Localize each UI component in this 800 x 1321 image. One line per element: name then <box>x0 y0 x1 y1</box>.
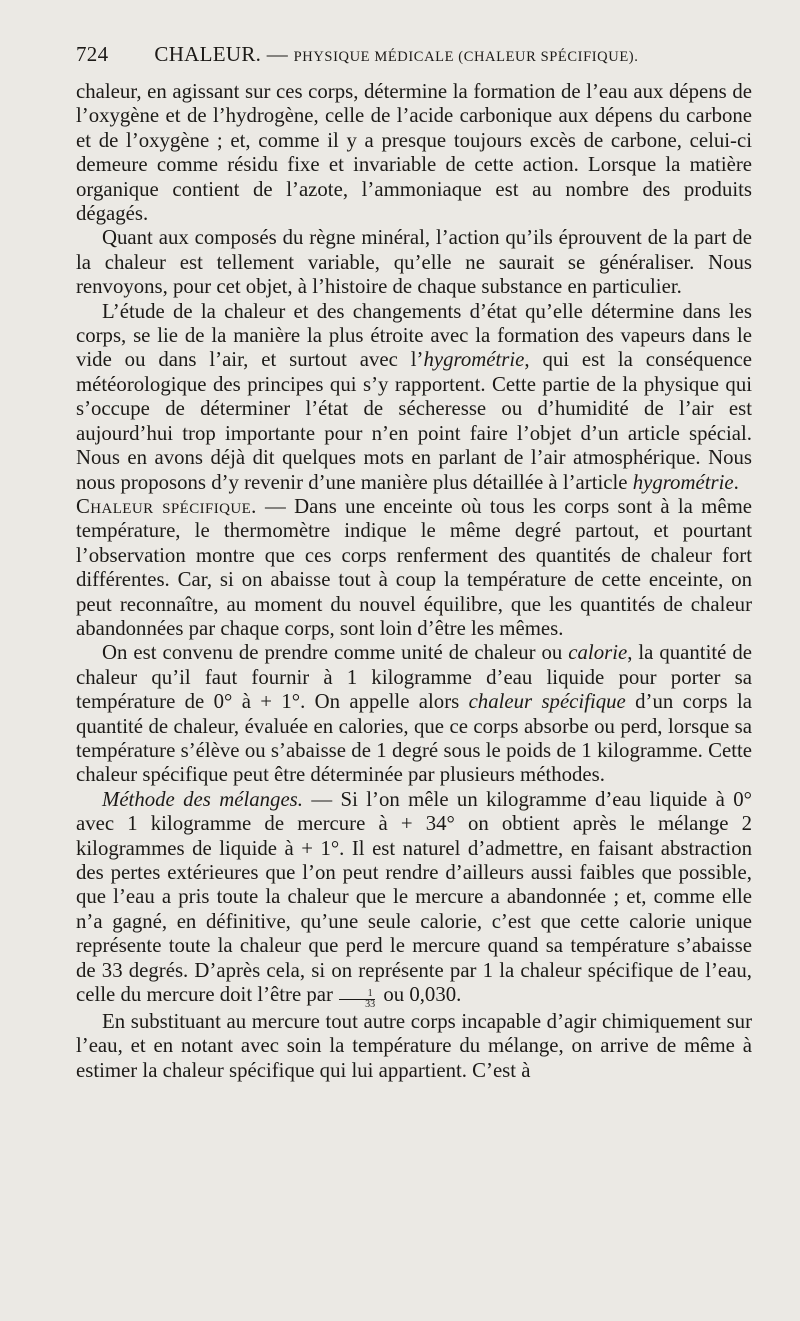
paragraph-3-text-b: , qui est la conséquence météorologique des principes qui s’y rapportent. Cette partie de la physique qui s’occupe de déterminer l’état de sécheresse ou d’humidité de l’air est aujourd’hui trop importante pour n’en point faire l’objet d’un article spécial. Nous en avons déjà dit quelques mots en parlant de l’air atmosphérique. Nous nous proposons d’y revenir d’une manière plus détaillée à l’article <box>76 348 753 494</box>
section-heading-chaleur-specifique: Chaleur spécifique. <box>76 494 257 518</box>
paragraph-4-text: — Dans une enceinte où tous les corps sont à la même température, le thermomètre indique le même degré partout, et pourtant l’observation montre que ces corps renferment des quantités de chaleur fort différentes. Car, si on abaisse tout à coup la température de cette enceinte, on peut reconnaître, au moment du nouvel équilibre, que les quantités de chaleur abandonnées par chaque corps, sont loin d’être les mêmes. <box>76 494 752 640</box>
body-text <box>76 80 752 1083</box>
paragraph-6-text-b: ou 0,030. <box>378 983 462 1007</box>
running-subtitle: PHYSIQUE MÉDICALE (CHALEUR SPÉCIFIQUE). <box>293 49 639 65</box>
paragraph-3 <box>76 300 752 495</box>
chaleur-specifique-term: chaleur spécifique <box>468 690 626 714</box>
paragraph-6-text-a: — Si l’on mêle un kilogramme d’eau liquide à 0° avec 1 kilogramme de mercure à + 34° on obtient après le mélange 2 kilogrammes de liquide à + 1°. Il est naturel d’admettre, en faisant abstraction des pertes extérieures que l’on peut rendre d’ailleurs aussi faibles que possible, que l’eau a pris toute la chaleur que le mercure a abandonnée ; et, comme elle n’a gagné, en définitive, qu’une seule calorie, c’est que cette calorie unique représente toute la chaleur que perd le mercure quand sa température s’abaisse de 33 degrés. D’après cela, si on représente par 1 la chaleur spécifique de l’eau, celle du mercure doit l’être par <box>76 787 752 1007</box>
hygrometrie-term-2: hygrométrie <box>632 470 734 494</box>
page-number: 724 <box>76 42 109 66</box>
paragraph-7: En substituant au mercure tout autre corps incapable d’agir chimiquement sur l’eau, et en notant avec soin la température du mélange, on arrive de même à estimer la chaleur spécifique qui lui appartient. C’est à <box>76 1010 752 1082</box>
methode-des-melanges-heading: Méthode des mélanges. <box>102 787 303 811</box>
hygrometrie-term-1: hygrométrie <box>423 348 525 372</box>
paragraph-5-text-c: d’un corps la quantité de chaleur, évaluée en calories, que ce corps absorbe ou perd, lorsque sa température s’élève ou s’abaisse de 1 degré sous le poids de 1 kilogramme. Cette chaleur spécifique peut être déterminée par plusieurs méthodes. <box>76 690 753 787</box>
calorie-term: calorie <box>568 641 628 665</box>
paragraph-4 <box>76 495 752 641</box>
running-title: CHALEUR. — <box>154 42 294 66</box>
fraction-denominator: 33 <box>365 999 376 1011</box>
paragraph-1: chaleur, en agissant sur ces corps, détermine la formation de l’eau aux dépens de l’oxygène et de l’hydrogène, celle de l’acide carbonique aux dépens du carbone et de l’oxygène ; et, comme il y a presque toujours excès de carbone, celui-ci demeure comme résidu fixe et invariable de cette action. Lorsque la matière organique contient de l’azote, l’ammoniaque est au nombre des produits dégagés. <box>76 80 752 226</box>
paragraph-6 <box>76 788 752 1010</box>
fraction-one-thirty-third <box>339 989 375 1010</box>
paragraph-3-text-c: . <box>733 470 739 494</box>
paragraph-5-text-b: , la quantité de chaleur qu’il faut fournir à 1 kilogramme d’eau liquide pour porter sa température de 0° à + 1°. On appelle alors <box>76 641 752 714</box>
paragraph-2: Quant aux composés du règne minéral, l’action qu’ils éprouvent de la part de la chaleur est tellement variable, qu’elle ne saurait se généraliser. Nous renvoyons, pour cet objet, à l’histoire de chaque substance en particulier. <box>76 226 752 299</box>
paragraph-3-text-a: L’étude de la chaleur et des changements d’état qu’elle détermine dans les corps, se lie de la manière la plus étroite avec la formation des vapeurs dans le vide ou dans l’air, et surtout avec l’ <box>76 299 752 372</box>
running-header <box>76 42 752 80</box>
paragraph-5 <box>76 641 752 787</box>
fraction-numerator: 1 <box>339 989 375 1000</box>
paragraph-5-text-a: On est convenu de prendre comme unité de chaleur ou <box>102 641 569 665</box>
